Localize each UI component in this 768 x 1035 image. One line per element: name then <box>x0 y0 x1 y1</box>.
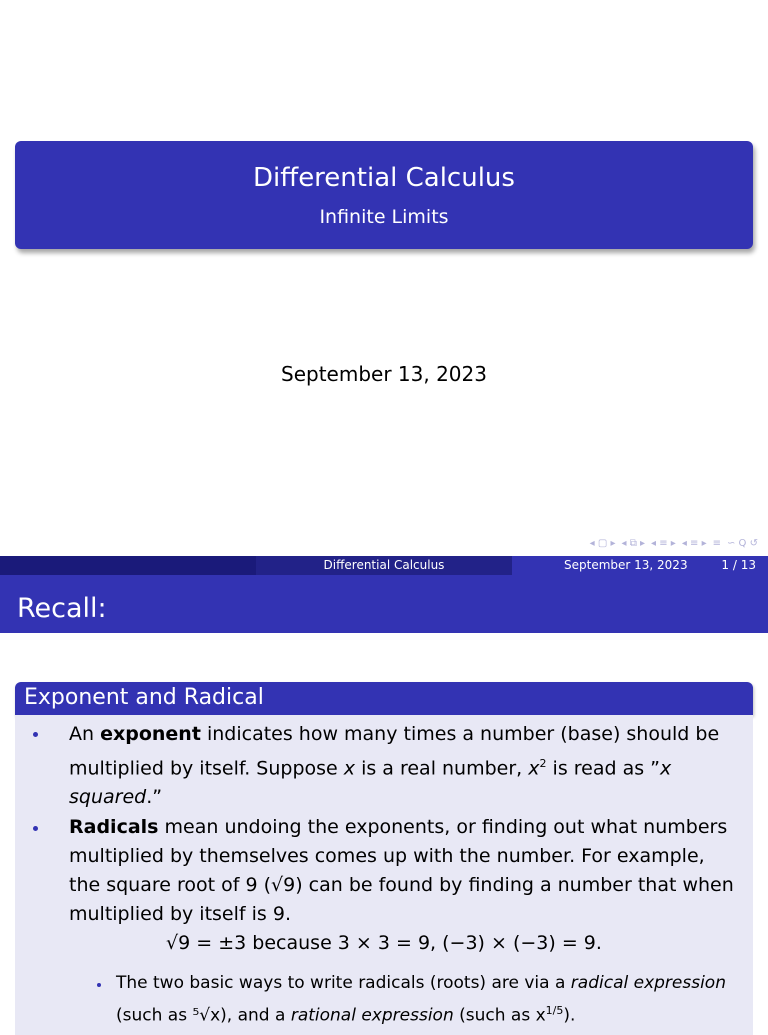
radical-paragraph: Radicals mean undoing the exponents, or finding out what numbers multiplied by themselves comes up with the number. For example, the square root of 9 (√9) can be found by finding a number that when multiplied by itself is 9. <box>69 816 734 925</box>
title-box <box>15 141 753 249</box>
nav-section-icon[interactable]: ◂ ≡ ▸ <box>651 538 676 549</box>
exponent-paragraph: An exponent indicates how many times a number (base) should be multiplied by itself. Suppose x is a real number, $x^2$ is read as ”x squared.” <box>69 723 720 809</box>
presentation-subtitle: Infinite Limits <box>319 206 449 228</box>
nav-frame-icon[interactable]: ◂ ▢ ▸ <box>589 538 616 549</box>
footline-date-page <box>512 556 768 575</box>
sub-bullet-marker <box>97 983 101 987</box>
bullet-marker <box>33 826 38 831</box>
footline-title: Differential Calculus <box>256 556 512 575</box>
root-equation: √9 = ±3 because 3 × 3 = 9, (−3) × (−3) = 9. <box>166 932 602 954</box>
exponent-term: exponent <box>100 723 201 745</box>
bullet-marker <box>33 732 38 737</box>
nav-search-icon[interactable]: ∽ Q ↺ <box>727 538 758 549</box>
block-title: Exponent and Radical <box>15 682 753 715</box>
frame-title: Recall: <box>0 575 768 633</box>
presentation-date: September 13, 2023 <box>281 362 487 386</box>
footline <box>0 556 768 575</box>
radical-forms-paragraph: The two basic ways to write radicals (roots) are via a radical expression (such as ⁵√x), and a rational expression (such as $x^{1/5}$). <box>116 973 726 1026</box>
presentation-title: Differential Calculus <box>253 163 515 193</box>
footline-author <box>0 556 256 575</box>
footline-date: September 13, 2023 <box>564 558 688 572</box>
nav-subsection-icon[interactable]: ◂ ⧉ ▸ <box>621 538 646 549</box>
navigation-bar <box>590 538 758 549</box>
nav-toc-icon[interactable]: ≡ <box>712 538 721 549</box>
nav-document-icon[interactable]: ◂ ≡ ▸ <box>681 538 707 549</box>
footline-page-number: 1 / 13 <box>721 558 756 572</box>
radicals-term: Radicals <box>69 816 159 838</box>
